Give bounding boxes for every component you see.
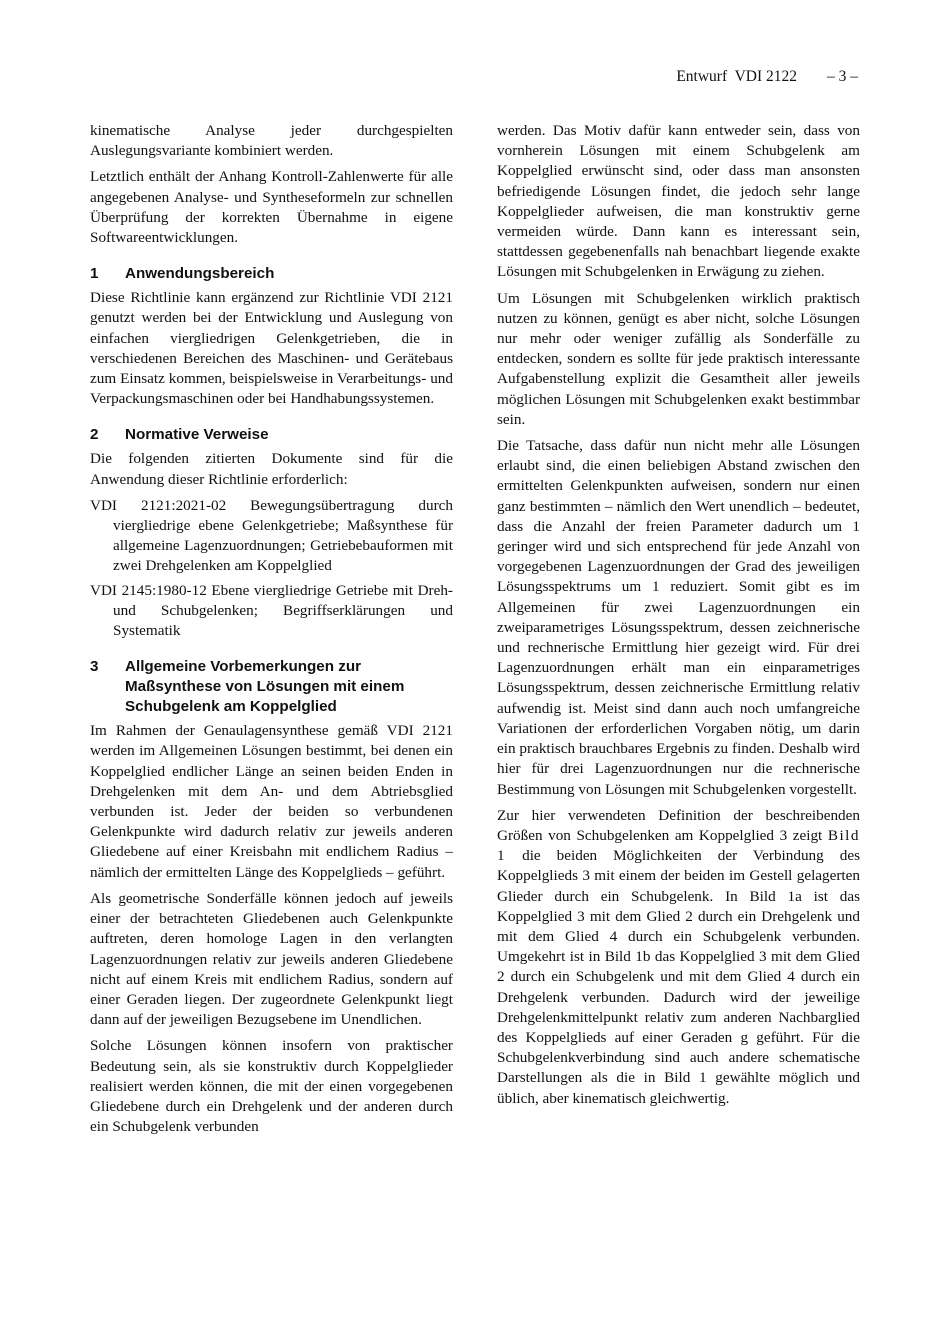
section-number: 1 bbox=[90, 265, 99, 283]
section-heading-2 bbox=[90, 425, 453, 445]
figure-reference: Bild 1 bbox=[497, 826, 860, 865]
right-column bbox=[497, 121, 860, 1115]
section-heading-3 bbox=[90, 657, 453, 717]
paragraph: Letztlich enthält der Anhang Kontroll-Zahlenwerte für alle angegebenen Analyse- und Syntheseformeln zur schnellen Überprüfung der korrekten Übernahme in eigene Softwareentwicklungen. bbox=[90, 168, 453, 247]
paragraph: Die folgenden zitierten Dokumente sind für die Anwendung dieser Richtlinie erforderlich: bbox=[90, 450, 453, 488]
section-title: Anwendungsbereich bbox=[125, 265, 275, 283]
page-number: – 3 – bbox=[827, 68, 858, 85]
paragraph bbox=[497, 806, 860, 1109]
paragraph: Solche Lösungen können insofern von praktischer Bedeutung sein, als sie konstruktiv durch Koppelglieder realisiert werden können, die mit der einen vorgegebenen Gliedebene durch ein Drehgelenk und der anderen durch ein Schubgelenk verbunden bbox=[90, 1037, 453, 1136]
section-title: Normative Verweise bbox=[125, 426, 269, 444]
paragraph: werden. Das Motiv dafür kann entweder sein, dass von vornherein Lösungen mit einem Schubgelenk am Koppelglied erwünscht sind, oder dass man ansonsten befriedigende Lösungen findet, die jedoch sehr lange Koppelglieder aufweisen, die man konstruktiv gerne vermeiden würde. Dann kann es interessant sein, stattdessen gegebenenfalls nah benachbart liegende exakte Lösungen mit Schubgelenken in Erwägung zu ziehen. bbox=[497, 122, 860, 281]
document-label: Entwurf VDI 2122 bbox=[676, 68, 797, 85]
text-run: Zur hier verwendeten Definition der beschreibenden Größen von Schubgelenken am Koppelglied 3 zeigt bbox=[497, 806, 860, 844]
left-column bbox=[90, 121, 453, 1143]
paragraph: Diese Richtlinie kann ergänzend zur Richtlinie VDI 2121 genutzt werden bei der Entwicklung und Auslegung von einfachen viergliedrigen Gelenkgetrieben, die in verschiedenen Bereichen des Maschinen- und Gerätebaus zum Einsatz kommen, beispielsweise in Verarbeitungs- und Verpackungsmaschinen oder bei Handhabungssystemen. bbox=[90, 289, 453, 408]
paragraph: Die Tatsache, dass dafür nun nicht mehr alle Lösungen erlaubt sind, die einen beliebigen Abstand zwischen den ermittelten Gelenkpunkten aufweisen, sondern nur einen ganz bestimmten – nämlich den Wert unendlich – bedeutet, dass die Anzahl der freien Parameter dadurch um 1 geringer wird und sich entsprechend für jede Anzahl von vorgegebenen Lagenzuordnungen der Grad des jeweiligen Lösungsspektrums um 1 reduziert. Somit gibt es im Allgemeinen für zwei Lagenzuordnungen ein zweiparametriges Lösungsspektrum, dessen zeichnerische und rechnerische Ermittlung hier gezeigt wird. Für drei Lagenzuordnungen erhält man ein einparametriges Lösungsspektrum, dessen zeichnerische Ermittlung relativ aufwendig ist. Meist sind dann auch noch umfangreiche Variationen der erforderlichen Vorgaben nötig, um darin ein praktisch brauchbares Ergebnis zu finden. Deshalb wird hier für drei Lagenzuordnungen nur die rechnerische Bestimmung von Lösungen mit Schubgelenken vorgestellt. bbox=[497, 437, 860, 798]
running-header bbox=[0, 68, 858, 86]
paragraph: Als geometrische Sonderfälle können jedoch auf jeweils einer der betrachteten Gliedebenen auch Gelenkpunkte auftreten, deren homologe Lagen in den verlangten Lagenzuordnungen relativ zur jeweils anderen Gliedebene nicht auf einem Kreis mit endlichem Radius, sondern auf einer Geraden liegen. Der zugeordnete Gelenkpunkt liegt dann auf der jeweiligen Bezugsebene im Unendlichen. bbox=[90, 889, 453, 1029]
text-run: die beiden Möglichkeiten der Verbindung des Koppelglieds 3 mit einem der beiden im Gestell gelagerten Glieder durch ein Schubgelenk. In Bild 1a ist das Koppelglied 3 mit dem Glied 2 durch ein Drehgelenk und mit dem Glied 4 durch ein Schubgelenk verbunden. Umgekehrt ist in Bild 1b das Koppelglied 3 mit dem Glied 2 durch ein Schubgelenk und mit dem Glied 4 durch ein Drehgelenk verbunden. Dadurch wird der jeweilige Drehgelenkmittelpunkt relativ zum anderen Nachbarglied des Koppelglieds auf einer Geraden g geführt. Für die Schubgelenkverbindung sind auch andere schematische Darstellungen als die in Bild 1 gewählte möglich und üblich, aber kinematisch gleichwertig. bbox=[497, 847, 860, 1107]
paragraph: Im Rahmen der Genaulagensynthese gemäß VDI 2121 werden im Allgemeinen Lösungen bestimmt, bei denen ein Koppelglied endlicher Länge an seinen beiden Enden in Drehgelenken mit dem An- und dem Abtriebsglied verbunden ist. Jeder der beiden so verbundenen Gelenkpunkte wird dadurch relativ zur jeweils anderen Gliedebene auf einer Kreisbahn mit endlichem Radius – nämlich der ermittelten Länge des Koppelglieds – geführt. bbox=[90, 722, 453, 881]
paragraph: kinematische Analyse jeder durchgespielten Auslegungsvariante kombiniert werden. bbox=[90, 122, 453, 160]
section-title: Allgemeine Vorbemerkungen zur Maßsynthese von Lösungen mit einem Schubgelenk am Koppelglied bbox=[125, 658, 405, 716]
paragraph: Um Lösungen mit Schubgelenken wirklich praktisch nutzen zu können, genügt es aber nicht, solche Lösungen nur mehr oder weniger zufällig als Sonderfälle zu entdecken, sondern es sollte für jede praktisch interessante Aufgabenstellung explizit die Gesamtheit aller jeweils möglichen Lösungen mit Schubgelenken exakt bestimmbar sein. bbox=[497, 289, 860, 428]
reference-item: VDI 2121:2021-02 Bewegungsübertragung durch viergliedrige ebene Gelenkgetriebe; Maßsynthese für allgemeine Lagenzuordnungen; Getriebebauformen mit zwei Drehgelenken am Koppelglied bbox=[90, 496, 453, 575]
section-number: 2 bbox=[90, 426, 99, 444]
section-number: 3 bbox=[90, 658, 99, 676]
section-heading-1 bbox=[90, 264, 453, 284]
reference-item: VDI 2145:1980-12 Ebene viergliedrige Getriebe mit Dreh- und Schubgelenken; Begriffserklärungen und Systematik bbox=[90, 581, 453, 640]
